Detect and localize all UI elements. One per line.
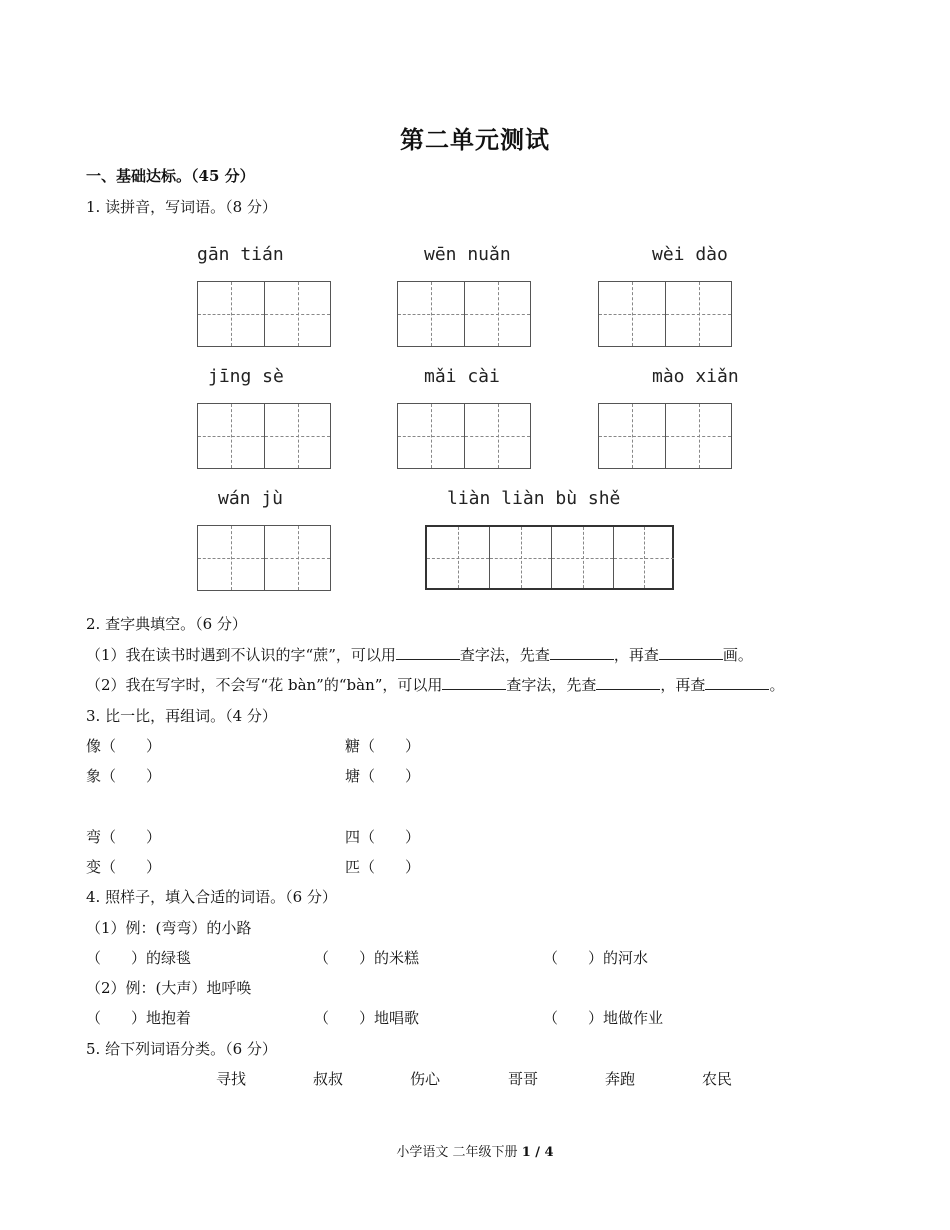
compare-item[interactable]: 像（ ） bbox=[86, 737, 162, 755]
pinyin-3: wèi dào bbox=[652, 244, 728, 265]
blank-method-2[interactable] bbox=[442, 675, 506, 690]
blank-first-2[interactable] bbox=[596, 675, 660, 690]
question-1-label: 1. 读拼音，写词语。（8 分） bbox=[86, 198, 277, 216]
question-2-line-1: （1）我在读书时遇到不认识的字“蔗”，可以用 查字法，先查 ，再查 画。 bbox=[86, 646, 753, 664]
pinyin-1: gān tián bbox=[197, 244, 284, 265]
classify-word: 叔叔 bbox=[313, 1070, 344, 1088]
page-number: 1 / 4 bbox=[521, 1145, 554, 1160]
pinyin-4: jīng sè bbox=[208, 366, 284, 387]
classify-word: 奔跑 bbox=[605, 1070, 636, 1088]
pinyin-2: wēn nuǎn bbox=[424, 244, 511, 265]
compare-item[interactable]: 糖（ ） bbox=[345, 737, 421, 755]
compare-item[interactable]: 匹（ ） bbox=[345, 858, 421, 876]
pinyin-7: wán jù bbox=[218, 488, 284, 509]
page-footer: 小学语文 二年级下册 1 / 4 bbox=[396, 1145, 554, 1160]
question-4-label: 4. 照样子，填入合适的词语。（6 分） bbox=[86, 888, 337, 906]
char-grid-1[interactable] bbox=[197, 281, 331, 347]
compare-item[interactable]: 象（ ） bbox=[86, 767, 162, 785]
classify-word: 农民 bbox=[702, 1070, 733, 1088]
char-grid-8[interactable] bbox=[425, 525, 674, 590]
classify-word: 寻找 bbox=[216, 1070, 247, 1088]
pinyin-5: mǎi cài bbox=[424, 366, 500, 387]
compare-item[interactable]: 塘（ ） bbox=[345, 767, 421, 785]
question-2-line-2: （2）我在写字时，不会写“花 bàn”的“bàn”，可以用 查字法，先查 ，再查 。 bbox=[86, 676, 785, 694]
classify-word: 伤心 bbox=[410, 1070, 441, 1088]
classify-word: 哥哥 bbox=[508, 1070, 539, 1088]
char-grid-6[interactable] bbox=[598, 403, 732, 469]
char-grid-4[interactable] bbox=[197, 403, 331, 469]
question-3-label: 3. 比一比，再组词。（4 分） bbox=[86, 707, 277, 725]
compare-item[interactable]: 弯（ ） bbox=[86, 828, 162, 846]
fill-item[interactable]: （ ）的绿毯 bbox=[86, 949, 192, 967]
fill-item[interactable]: （ ）的米糕 bbox=[314, 949, 420, 967]
fill-item[interactable]: （ ）地唱歌 bbox=[314, 1009, 420, 1027]
blank-then-1[interactable] bbox=[659, 645, 723, 660]
compare-item[interactable]: 变（ ） bbox=[86, 858, 162, 876]
blank-then-2[interactable] bbox=[705, 675, 769, 690]
pinyin-8: liàn liàn bù shě bbox=[447, 488, 621, 509]
page-title: 第二单元测试 bbox=[400, 125, 550, 154]
blank-first-1[interactable] bbox=[550, 645, 614, 660]
example-1: （1）例：(弯弯）的小路 bbox=[86, 919, 252, 937]
question-5-label: 5. 给下列词语分类。（6 分） bbox=[86, 1040, 277, 1058]
example-2: （2）例：(大声）地呼唤 bbox=[86, 979, 252, 997]
section-heading: 一、基础达标。（45 分） bbox=[86, 167, 255, 185]
fill-item[interactable]: （ ）地抱着 bbox=[86, 1009, 192, 1027]
char-grid-2[interactable] bbox=[397, 281, 531, 347]
char-grid-5[interactable] bbox=[397, 403, 531, 469]
compare-item[interactable]: 四（ ） bbox=[345, 828, 421, 846]
fill-item[interactable]: （ ）的河水 bbox=[543, 949, 649, 967]
pinyin-6: mào xiǎn bbox=[652, 366, 739, 387]
char-grid-7[interactable] bbox=[197, 525, 331, 591]
question-2-label: 2. 查字典填空。（6 分） bbox=[86, 615, 247, 633]
blank-method-1[interactable] bbox=[396, 645, 460, 660]
fill-item[interactable]: （ ）地做作业 bbox=[543, 1009, 664, 1027]
char-grid-3[interactable] bbox=[598, 281, 732, 347]
